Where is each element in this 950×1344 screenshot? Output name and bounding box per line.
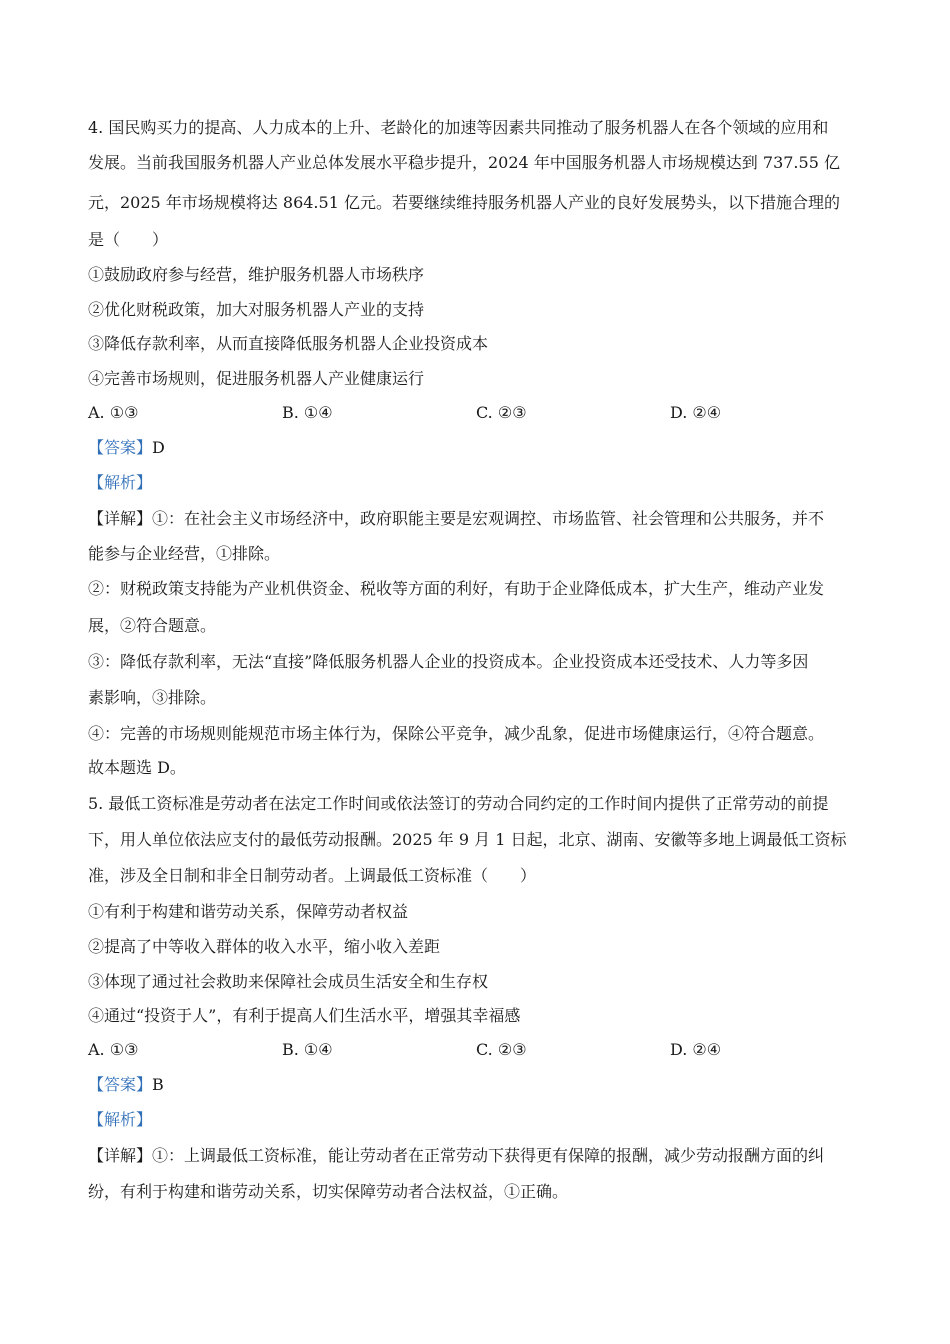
analysis-label: 【解析】 — [88, 1110, 153, 1129]
q4-detail-line: ②：财税政策支持能为产业机供资金、税收等方面的利好，有助于企业降低成本，扩大生产，维动产业发 — [88, 579, 825, 598]
answer-value: D — [152, 438, 165, 457]
analysis-label: 【解析】 — [88, 473, 153, 492]
q4-detail-line: 展，②符合题意。 — [88, 616, 217, 635]
q4-option-c: C. ②③ — [476, 403, 527, 422]
q5-item-4: ④通过“投资于人”，有利于提高人们生活水平，增强其幸福感 — [88, 1006, 521, 1025]
q4-option-d: D. ②④ — [670, 403, 722, 422]
q5-detail-line: 【详解】①：上调最低工资标准，能让劳动者在正常劳动下获得更有保障的报酬，减少劳动报酬方面的纠 — [88, 1146, 825, 1165]
q4-detail-line: 素影响，③排除。 — [88, 688, 217, 707]
q4-detail-line: 【详解】①：在社会主义市场经济中，政府职能主要是宏观调控、市场监管、社会管理和公共服务，并不 — [88, 509, 825, 528]
q5-option-d: D. ②④ — [670, 1040, 722, 1059]
q5-stem-line: 下，用人单位依法应支付的最低劳动报酬。2025 年 9 月 1 日起，北京、湖南、安徽等多地上调最低工资标 — [88, 830, 847, 849]
q4-detail-line: ④：完善的市场规则能规范市场主体行为，保除公平竞争，减少乱象，促进市场健康运行，④符合题意。 — [88, 724, 825, 743]
answer-value: B — [152, 1075, 164, 1094]
q4-stem-line: 元，2025 年市场规模将达 864.51 亿元。若要继续维持服务机器人产业的良好发展势头，以下措施合理的 — [88, 193, 840, 212]
q5-option-c: C. ②③ — [476, 1040, 527, 1059]
q5-detail-line: 纷，有利于构建和谐劳动关系，切实保障劳动者合法权益，①正确。 — [88, 1182, 569, 1201]
q4-item-1: ①鼓励政府参与经营，维护服务机器人市场秩序 — [88, 265, 425, 284]
q4-item-4: ④完善市场规则，促进服务机器人产业健康运行 — [88, 369, 425, 388]
q5-item-1: ①有利于构建和谐劳动关系，保障劳动者权益 — [88, 902, 409, 921]
q4-option-a: A. ①③ — [88, 403, 139, 422]
q4-stem-line: 4. 国民购买力的提高、人力成本的上升、老龄化的加速等因素共同推动了服务机器人在各个领域的应用和 — [88, 118, 829, 137]
q5-item-2: ②提高了中等收入群体的收入水平，缩小收入差距 — [88, 937, 441, 956]
q4-detail-line: ③：降低存款利率，无法“直接”降低服务机器人企业的投资成本。企业投资成本还受技术、人力等多因 — [88, 652, 809, 671]
q5-option-a: A. ①③ — [88, 1040, 139, 1059]
answer-label: 【答案】 — [88, 438, 153, 457]
q5-option-b: B. ①④ — [282, 1040, 333, 1059]
q4-stem-line: 发展。当前我国服务机器人产业总体发展水平稳步提升，2024 年中国服务机器人市场规模达到 737.55 亿 — [88, 153, 840, 172]
q4-item-2: ②优化财税政策，加大对服务机器人产业的支持 — [88, 300, 425, 319]
detail-label: 【详解】 — [88, 1146, 153, 1165]
answer-label: 【答案】 — [88, 1075, 153, 1094]
q4-item-3: ③降低存款利率，从而直接降低服务机器人企业投资成本 — [88, 334, 489, 353]
q5-item-3: ③体现了通过社会救助来保障社会成员生活安全和生存权 — [88, 972, 489, 991]
q5-analysis-label — [88, 1110, 152, 1130]
q4-stem-line: 是（ ） — [88, 230, 169, 249]
q4-detail-line: 故本题选 D。 — [88, 758, 186, 777]
q4-option-b: B. ①④ — [282, 403, 333, 422]
q4-detail-line: 能参与企业经营，①排除。 — [88, 544, 281, 563]
q4-analysis-label — [88, 473, 152, 493]
detail-label: 【详解】 — [88, 509, 153, 528]
q4-answer — [88, 438, 165, 458]
q5-stem-line: 5. 最低工资标准是劳动者在法定工作时间或依法签订的劳动合同约定的工作时间内提供了正常劳动的前提 — [88, 794, 829, 813]
q5-stem-line: 准，涉及全日制和非全日制劳动者。上调最低工资标准（ ） — [88, 866, 537, 885]
q5-answer — [88, 1075, 164, 1095]
